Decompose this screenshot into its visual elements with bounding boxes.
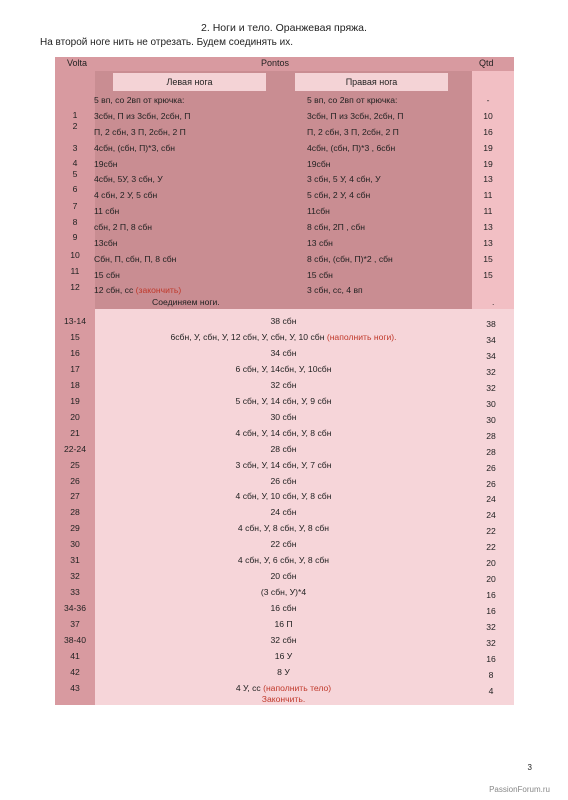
- legs-qtd: 13: [483, 238, 493, 248]
- legs-left-cell: Сбн, П, сбн, П, 8 сбн: [94, 254, 177, 264]
- legs-right-cell: 8 сбн, 2П , сбн: [307, 222, 365, 232]
- finish-note: Закончить.: [261, 694, 306, 704]
- body-volta: 18: [70, 380, 80, 390]
- body-volta: 19: [70, 396, 80, 406]
- body-volta: 29: [70, 523, 80, 533]
- join-label: Соединяем ноги.: [152, 297, 220, 307]
- legs-right-cell: 19сбн: [307, 159, 331, 169]
- legs-volta: 3: [72, 143, 78, 153]
- body-volta: 38-40: [64, 635, 86, 645]
- body-volta: 30: [70, 539, 80, 549]
- body-text-cell: 4 сбн, У, 10 сбн, У, 8 сбн: [235, 491, 332, 501]
- legs-volta: 1: [72, 110, 78, 120]
- legs-volta: 6: [72, 184, 78, 194]
- body-volta: 42: [70, 667, 80, 677]
- legs-left-cell: 11 сбн: [94, 206, 120, 216]
- legs-qtd: -: [486, 95, 490, 105]
- legs-right-cell: 3сбн, П из 3сбн, 2сбн, П: [307, 111, 404, 121]
- body-text-cell: 38 сбн: [270, 316, 297, 326]
- body-volta: 21: [70, 428, 80, 438]
- body-qtd: 26: [486, 463, 496, 473]
- body-volta: 13-14: [64, 316, 86, 326]
- legs-volta: 10: [70, 250, 80, 260]
- legs-volta: 12: [70, 282, 80, 292]
- body-text-cell: 22 сбн: [270, 539, 297, 549]
- body-text-cell: 16 П: [274, 619, 293, 629]
- body-text-cell: 6сбн, У, сбн, У, 12 сбн, У, сбн, У, 10 сбн (наполнить ноги).: [170, 332, 397, 342]
- page-number: 3: [527, 763, 532, 772]
- body-volta: 28: [70, 507, 80, 517]
- body-text-cell: 4 сбн, У, 8 сбн, У, 8 сбн: [237, 523, 330, 533]
- legs-right-cell: 5 вп, со 2вп от крючка:: [307, 95, 398, 105]
- body-volta: 33: [70, 587, 80, 597]
- body-text-cell: 4 сбн, У, 6 сбн, У, 8 сбн: [237, 555, 330, 565]
- body-qtd: 28: [486, 431, 496, 441]
- legs-volta: 5: [72, 169, 78, 179]
- join-qtd: .: [492, 297, 495, 307]
- body-volta: 25: [70, 460, 80, 470]
- legs-qtd: 15: [483, 254, 493, 264]
- legs-left-cell: 12 сбн, сс (закончить): [94, 285, 182, 295]
- body-note: (наполнить ноги).: [326, 332, 397, 342]
- table-header: [55, 57, 514, 71]
- body-text-cell: 8 У: [277, 667, 290, 677]
- body-text-cell: 4 У, сс (наполнить тело): [235, 683, 332, 693]
- subheader-right-leg: Правая нога: [295, 73, 448, 91]
- body-volta: 15: [70, 332, 80, 342]
- body-text-cell: 4 сбн, У, 14 сбн, У, 8 сбн: [235, 428, 332, 438]
- legs-right-cell: П, 2 сбн, 3 П, 2сбн, 2 П: [307, 127, 399, 137]
- legs-volta: 7: [72, 201, 78, 211]
- page-title: 2. Ноги и тело. Оранжевая пряжа.: [201, 22, 367, 34]
- body-text-cell: 16 У: [274, 651, 293, 661]
- body-text-cell: 16 сбн: [270, 603, 297, 613]
- legs-volta: 2: [72, 121, 78, 131]
- legs-left-cell: П, 2 сбн, 3 П, 2сбн, 2 П: [94, 127, 186, 137]
- legs-qtd: 13: [483, 222, 493, 232]
- body-text-cell: 3 сбн, У, 14 сбн, У, 7 сбн: [235, 460, 332, 470]
- body-note: (наполнить тело): [263, 683, 332, 693]
- body-qtd: 20: [486, 558, 496, 568]
- legs-left-cell: 5 вп, со 2вп от крючка:: [94, 95, 185, 105]
- legs-right-cell: 13 сбн: [307, 238, 333, 248]
- body-text-cell: 20 сбн: [270, 571, 297, 581]
- body-volta: 34-36: [64, 603, 86, 613]
- body-volta: 22-24: [64, 444, 86, 454]
- legs-left-cell: 3сбн, П из 3сбн, 2сбн, П: [94, 111, 191, 121]
- body-qtd: 4: [488, 686, 494, 696]
- legs-qtd: 11: [483, 190, 493, 200]
- legs-left-cell: 4 сбн, 2 У, 5 сбн: [94, 190, 158, 200]
- legs-volta: 9: [72, 232, 78, 242]
- legs-volta: 11: [70, 266, 80, 276]
- body-text-cell: 6 сбн, У, 14сбн, У, 10сбн: [235, 364, 332, 374]
- legs-qtd: 15: [483, 270, 493, 280]
- legs-qtd: 16: [483, 127, 493, 137]
- body-volta: 17: [70, 364, 80, 374]
- body-qtd: 16: [486, 606, 496, 616]
- body-qtd: 26: [486, 479, 496, 489]
- legs-right-cell: 5 сбн, 2 У, 4 сбн: [307, 190, 371, 200]
- body-text-cell: 24 сбн: [270, 507, 297, 517]
- body-text-cell: 5 сбн, У, 14 сбн, У, 9 сбн: [235, 396, 332, 406]
- header-volta: Volta: [67, 58, 88, 68]
- body-qtd: 20: [486, 574, 496, 584]
- body-qtd: 16: [486, 654, 496, 664]
- body-qtd: 34: [486, 351, 496, 361]
- legs-qtd: 13: [483, 174, 493, 184]
- legs-qtd: 19: [483, 159, 493, 169]
- legs-volta: 8: [72, 217, 78, 227]
- legs-left-cell: 4сбн, 5У, 3 сбн, У: [94, 174, 163, 184]
- legs-qtd: 19: [483, 143, 493, 153]
- legs-left-cell: 13сбн: [94, 238, 118, 248]
- body-qtd: 32: [486, 367, 496, 377]
- body-qtd: 38: [486, 319, 496, 329]
- body-qtd: 32: [486, 383, 496, 393]
- body-qtd: 24: [486, 494, 496, 504]
- body-text-cell: 32 сбн: [270, 635, 297, 645]
- body-qtd: 8: [488, 670, 494, 680]
- legs-qtd: 11: [483, 206, 493, 216]
- body-qtd: 22: [486, 526, 496, 536]
- legs-qtd: 10: [483, 111, 493, 121]
- legs-left-cell: 19сбн: [94, 159, 118, 169]
- body-text-cell: 34 сбн: [270, 348, 297, 358]
- legs-left-note: (закончить): [135, 285, 182, 295]
- body-volta: 26: [70, 476, 80, 486]
- legs-right-cell: 11сбн: [307, 206, 330, 216]
- subheader-left-leg: Левая нога: [113, 73, 266, 91]
- body-qtd: 34: [486, 335, 496, 345]
- body-volta: 27: [70, 491, 80, 501]
- legs-volta: 4: [72, 158, 78, 168]
- body-text-cell: 28 сбн: [270, 444, 297, 454]
- body-volta: 31: [70, 555, 80, 565]
- body-qtd: 22: [486, 542, 496, 552]
- body-text-cell: (3 сбн, У)*4: [260, 587, 307, 597]
- body-qtd: 32: [486, 622, 496, 632]
- body-volta: 16: [70, 348, 80, 358]
- legs-right-cell: 3 сбн, 5 У, 4 сбн, У: [307, 174, 381, 184]
- legs-right-cell: 15 сбн: [307, 270, 333, 280]
- body-text-cell: 26 сбн: [270, 476, 297, 486]
- legs-right-cell: 4сбн, (сбн, П)*3 , 6сбн: [307, 143, 396, 153]
- legs-left-cell: 15 сбн: [94, 270, 120, 280]
- body-qtd: 28: [486, 447, 496, 457]
- legs-right-cell: 3 сбн, сс, 4 вп: [307, 285, 363, 295]
- legs-right-cell: 8 сбн, (сбн, П)*2 , сбн: [307, 254, 393, 264]
- body-qtd: 24: [486, 510, 496, 520]
- body-qtd: 30: [486, 399, 496, 409]
- legs-left-cell: 4сбн, (сбн, П)*3, сбн: [94, 143, 176, 153]
- body-qtd: 16: [486, 590, 496, 600]
- body-text-cell: 32 сбн: [270, 380, 297, 390]
- body-qtd: 32: [486, 638, 496, 648]
- body-text-cell: 30 сбн: [270, 412, 297, 422]
- body-qtd: 30: [486, 415, 496, 425]
- legs-left-cell: сбн, 2 П, 8 сбн: [94, 222, 152, 232]
- body-volta: 41: [70, 651, 80, 661]
- body-volta: 37: [70, 619, 80, 629]
- header-pontos: Pontos: [261, 58, 290, 68]
- body-volta: 32: [70, 571, 80, 581]
- watermark: PassionForum.ru: [489, 785, 550, 794]
- page-subtitle: На второй ноге нить не отрезать. Будем соединять их.: [40, 37, 294, 48]
- header-qtd: Qtd: [479, 58, 494, 68]
- body-volta: 43: [70, 683, 80, 693]
- body-volta: 20: [70, 412, 80, 422]
